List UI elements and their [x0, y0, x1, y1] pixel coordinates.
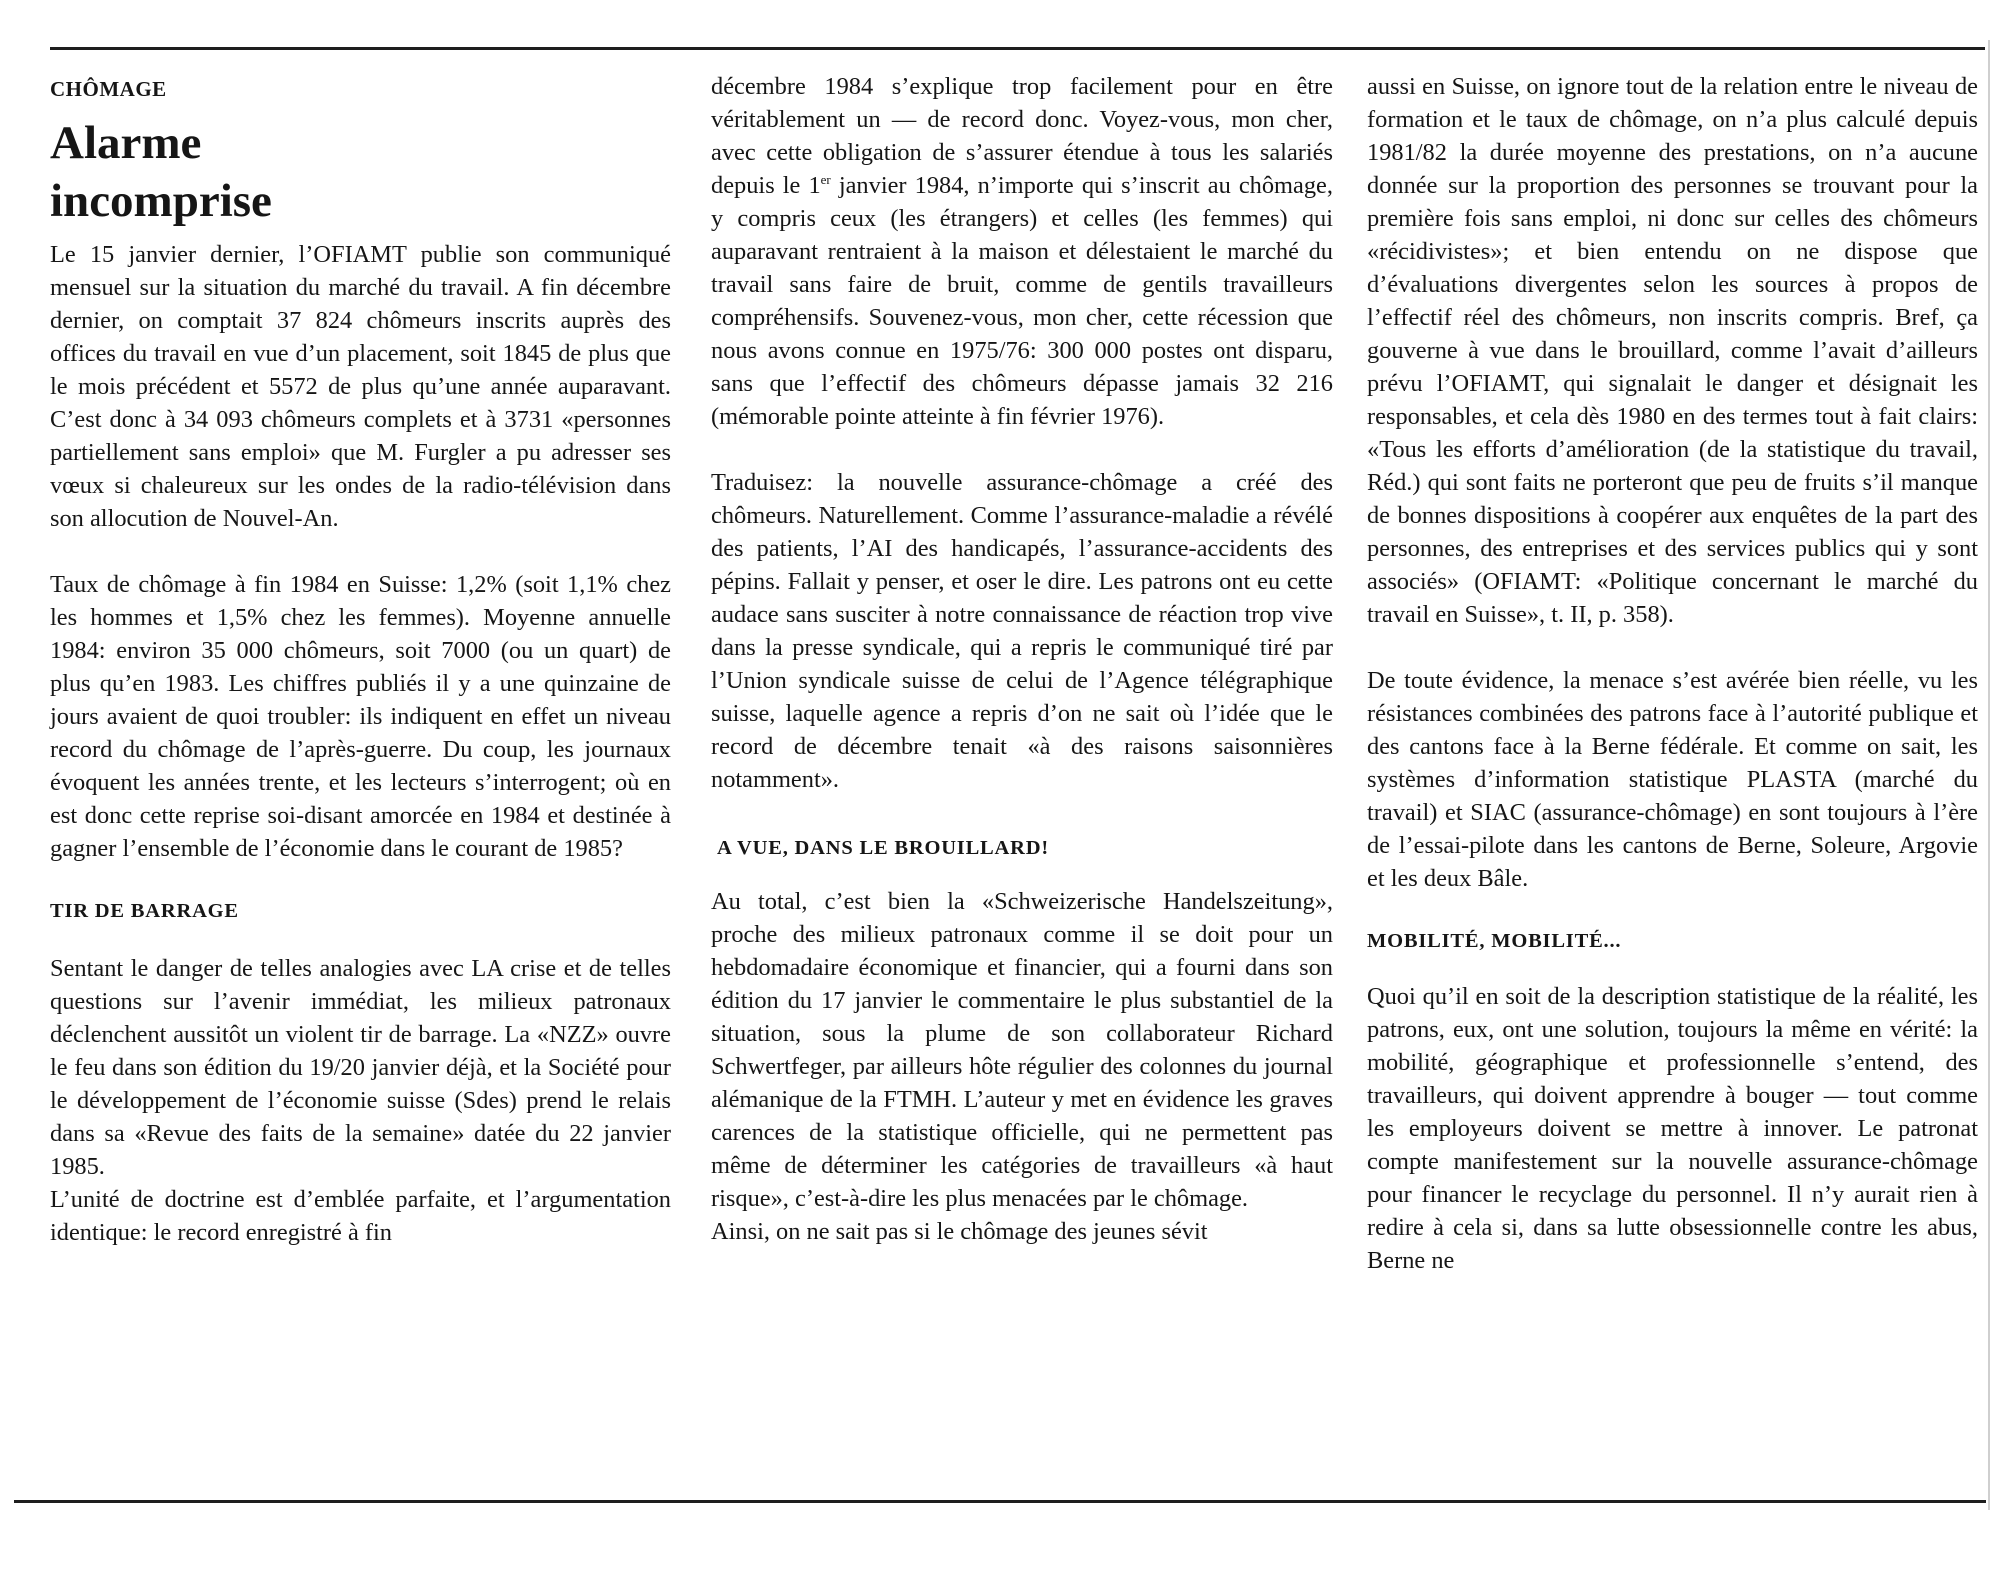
paragraph: [711, 70, 1333, 433]
paragraph: Le 15 janvier dernier, l’OFIAMT publie son communiqué mensuel sur la situation du marché du travail. A fin décembre dernier, on comptait 37 824 chômeurs inscrits auprès des offices du travail en vue d’un placement, soit 1845 de plus que le mois précédent et 5572 de plus qu’une année auparavant. C’est donc à 34 093 chômeurs complets et à 3731 «personnes partiellement sans emploi» que M. Furgler a pu adresser ses vœux si chaleureux sur les ondes de la radio-télévision dans son allocution de Nouvel-An.: [50, 241, 671, 532]
headline-line-2: incomprise: [50, 175, 272, 227]
subheading: A VUE, DANS LE BROUILLARD!: [717, 837, 1049, 859]
subheading: MOBILITÉ, MOBILITÉ...: [1367, 930, 1622, 952]
paragraph: Quoi qu’il en soit de la description statistique de la réalité, les patrons, eux, ont une solution, toujours la même en vérité: la mobilité, géographique et professionnelle s’entend, des travailleurs, qui doivent apprendre à bouger — tout comme les employeurs doivent se mettre à innover. Le patronat compte manifestement sur la nouvelle assurance-chômage pour financer le recyclage du personnel. Il n’y aurait rien à redire à cela si, dans sa lutte obsessionnelle contre les abus, Berne ne: [1367, 983, 1978, 1274]
bottom-rule: [14, 1500, 1986, 1503]
column-3: [1367, 70, 1978, 1277]
column-2: [711, 70, 1333, 1248]
column-1: [50, 70, 671, 1249]
section-kicker: CHÔMAGE: [50, 77, 167, 101]
paragraph: Ainsi, on ne sait pas si le chômage des jeunes sévit: [711, 1218, 1208, 1245]
paragraph-part: janvier 1984, n’importe qui s’inscrit au chômage, y compris ceux (les étrangers) et celles (les femmes) qui auparavant rentraient à la maison et délestaient le marché du travail sans faire de bruit, comme de gentils travailleurs compréhensifs. Souvenez-vous, mon cher, cette récession que nous avons connue en 1975/76: 300 000 postes ont disparu, sans que l’effectif des chômeurs dépasse jamais 32 216 (mémorable pointe atteinte à fin février 1976).: [711, 172, 1333, 430]
paragraph-part: décembre 1984 s’explique trop facilement pour en être véritablement un — de record donc. Voyez-vous, mon cher, avec cette obligation de s’assurer étendue à tous les salariés depuis le 1: [711, 73, 1333, 199]
headline: [50, 114, 671, 230]
page-edge: [1988, 40, 1990, 1510]
paragraph: Taux de chômage à fin 1984 en Suisse: 1,2% (soit 1,1% chez les hommes et 1,5% chez les femmes). Moyenne annuelle 1984: environ 35 000 chômeurs, soit 7000 (ou un quart) de plus qu’en 1983. Les chiffres publiés il y a une quinzaine de jours avaient de quoi troubler: ils indiquent en effet un niveau record du chômage de l’après-guerre. Du coup, les journaux évoquent les années trente, et les lecteurs s’interrogent; où en est donc cette reprise soi-disant amorcée en 1984 et destinée à gagner l’ensemble de l’économie dans le courant de 1985?: [50, 571, 671, 862]
paragraph: aussi en Suisse, on ignore tout de la relation entre le niveau de formation et le taux de chômage, on n’a plus calculé depuis 1981/82 la durée moyenne des prestations, on n’a aucune donnée sur la proportion des personnes se trouvant pour la première fois sans emploi, ni donc sur celles des chômeurs «récidivistes»; et bien entendu on ne dispose que d’évaluations divergentes selon les sources à propos de l’effectif réel des chômeurs, non inscrits compris. Bref, ça gouverne à vue dans le brouillard, comme l’avait d’ailleurs prévu l’OFIAMT, qui signalait le danger et désignait les responsables, et cela dès 1980 en des termes tout à fait clairs: «Tous les efforts d’amélioration (de la statistique du travail, Réd.) qui sont faits ne porteront que peu de fruits s’il manque de bonnes dispositions à coopérer aux enquêtes de la part des personnes, des entreprises et des services publics qui y sont associés» (OFIAMT: «Politique concernant le marché du travail en Suisse», t. II, p. 358).: [1367, 73, 1978, 628]
paragraph: Traduisez: la nouvelle assurance-chômage a créé des chômeurs. Naturellement. Comme l’assurance-maladie a révélé des patients, l’AI des handicapés, l’assurance-accidents des pépins. Fallait y penser, et oser le dire. Les patrons ont eu cette audace sans susciter à notre connaissance de réaction trop vive dans la presse syndicale, qui a repris le communiqué tiré par l’Union syndicale suisse de celui de l’Agence télégraphique suisse, laquelle agence a repris d’on ne sait où l’idée que le record de décembre tenait «à des raisons saisonnières notamment».: [711, 469, 1333, 793]
paragraph: De toute évidence, la menace s’est avérée bien réelle, vu les résistances combinées des patrons face à l’autorité publique et des cantons face à la Berne fédérale. Et comme on sait, les systèmes d’information statistique PLASTA (marché du travail) et SIAC (assurance-chômage) en sont toujours à l’ère de l’essai-pilote dans les cantons de Berne, Soleure, Argovie et les deux Bâle.: [1367, 667, 1978, 892]
subheading: TIR DE BARRAGE: [50, 900, 239, 922]
paragraph: L’unité de doctrine est d’emblée parfaite, et l’argumentation identique: le record enregistré à fin: [50, 1186, 671, 1246]
headline-line-1: Alarme: [50, 117, 202, 169]
top-rule: [50, 47, 1985, 50]
superscript: er: [820, 171, 831, 187]
paragraph: Sentant le danger de telles analogies avec LA crise et de telles questions sur l’avenir immédiat, les milieux patronaux déclenchent aussitôt un violent tir de barrage. La «NZZ» ouvre le feu dans son édition du 19/20 janvier déjà, et la Société pour le développement de l’économie suisse (Sdes) prend le relais dans sa «Revue des faits de la semaine» datée du 22 janvier 1985.: [50, 955, 671, 1180]
paragraph: Au total, c’est bien la «Schweizerische Handelszeitung», proche des milieux patronaux comme il se doit pour un hebdomadaire économique et financier, qui a fourni dans son édition du 17 janvier le commentaire le plus substantiel de la situation, sous la plume de son collaborateur Richard Schwertfeger, par ailleurs hôte régulier des colonnes du journal alémanique de la FTMH. L’auteur y met en évidence les graves carences de la statistique officielle, qui ne permettent pas même de déterminer les catégories de travailleurs «à haut risque», c’est-à-dire les plus menacées par le chômage.: [711, 888, 1333, 1212]
